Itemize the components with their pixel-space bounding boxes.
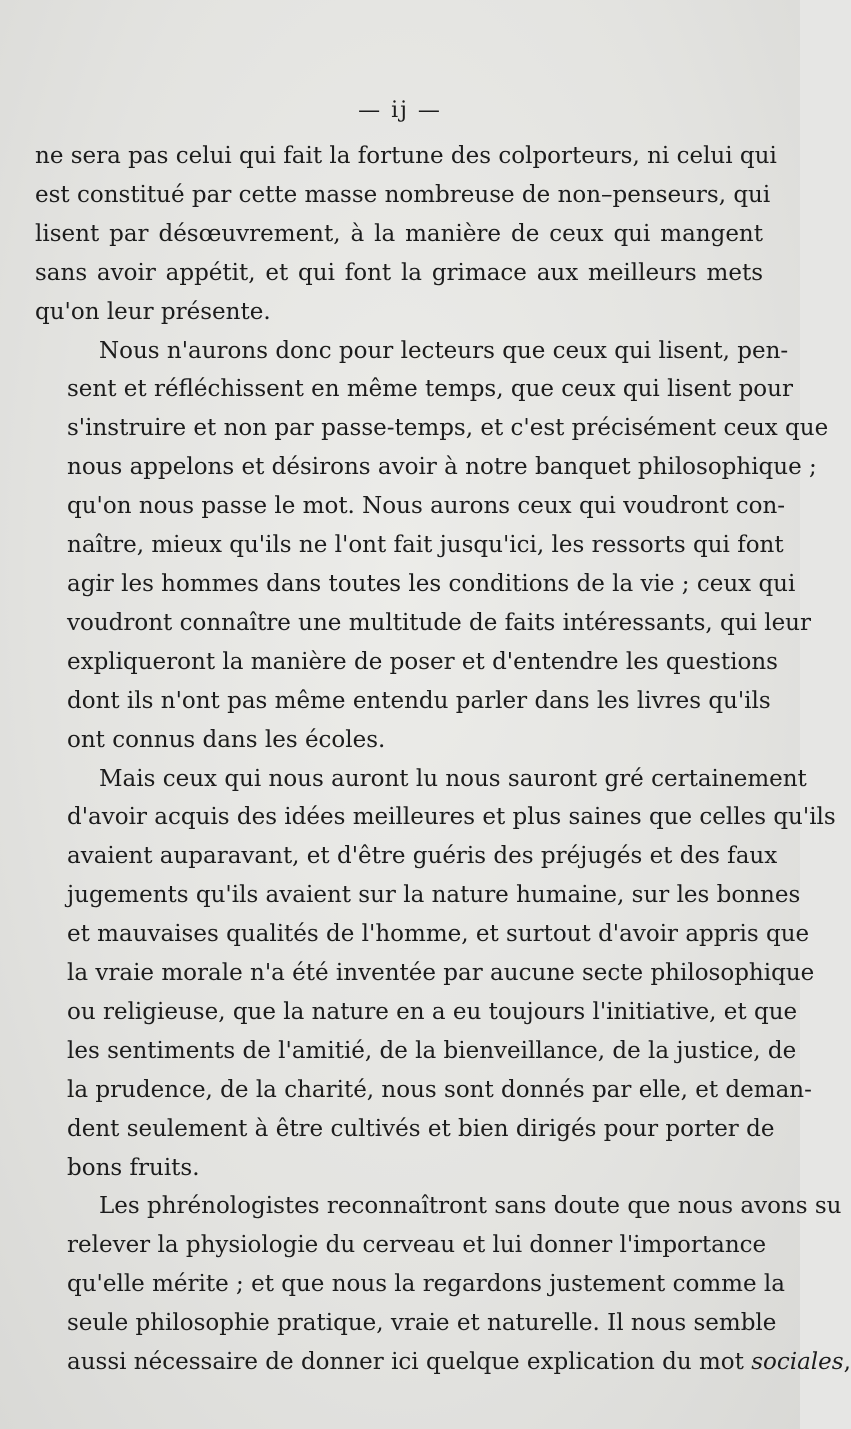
text-line: sent et réfléchissent en même temps, que ceux qui lisent pour xyxy=(67,376,793,403)
text-line: avaient auparavant, et d'être guéris des préjugés et des faux xyxy=(67,843,778,870)
text-line: ne sera pas celui qui fait la fortune des colporteurs, ni celui qui xyxy=(35,143,777,169)
text-line: seule philosophie pratique, vraie et naturelle. Il nous semble xyxy=(67,1310,777,1337)
punctuation: , xyxy=(843,1349,851,1376)
text-line: sans avoir appétit, et qui font la grimace aux meilleurs mets xyxy=(35,259,763,286)
page-number: — ij — xyxy=(358,98,442,123)
text-line: qu'elle mérite ; et que nous la regardons justement comme la xyxy=(67,1271,785,1298)
text-line: Nous n'aurons donc pour lecteurs que ceux qui lisent, pen- xyxy=(99,337,789,364)
text-line: dont ils n'ont pas même entendu parler dans les livres qu'ils xyxy=(67,687,771,714)
text-line: Les phrénologistes reconnaîtront sans doute que nous avons su xyxy=(99,1193,842,1220)
text-line: naître, mieux qu'ils ne l'ont fait jusqu'ici, les ressorts qui font xyxy=(67,532,784,559)
text-line: est constitué par cette masse nombreuse de non–penseurs, qui xyxy=(35,181,771,208)
text-line: jugements qu'ils avaient sur la nature humaine, sur les bonnes xyxy=(67,882,801,909)
text-line: dent seulement à être cultivés et bien dirigés pour porter de xyxy=(67,1115,775,1142)
text-line: bons fruits. xyxy=(67,1154,200,1181)
italic-word: sociales xyxy=(751,1349,844,1376)
text-line: d'avoir acquis des idées meilleures et plus saines que celles qu'ils xyxy=(67,804,836,831)
text-line: qu'on nous passe le mot. Nous aurons ceux qui voudront con- xyxy=(67,493,786,520)
body-text xyxy=(35,137,851,1382)
paragraph-2 xyxy=(35,332,829,760)
text-line: qu'on leur présente. xyxy=(35,298,271,325)
text-line: ont connus dans les écoles. xyxy=(67,726,386,753)
text-line: et mauvaises qualités de l'homme, et surtout d'avoir appris que xyxy=(67,921,810,948)
text-line-last xyxy=(35,1343,851,1382)
text-line: nous appelons et désirons avoir à notre banquet philosophique ; xyxy=(67,454,817,481)
text-line: Mais ceux qui nous auront lu nous sauront gré certainement xyxy=(99,765,807,792)
text-line: s'instruire et non par passe-temps, et c'est précisément ceux que xyxy=(67,415,829,442)
text-line: expliqueront la manière de poser et d'entendre les questions xyxy=(67,648,778,675)
text-line: lisent par désœuvrement, à la manière de ceux qui mangent xyxy=(35,220,763,247)
paragraph-4 xyxy=(35,1187,851,1382)
text-line: la prudence, de la charité, nous sont donnés par elle, et deman- xyxy=(67,1076,812,1103)
text-line: ou religieuse, que la nature en a eu toujours l'initiative, et que xyxy=(67,998,798,1025)
text-line: la vraie morale n'a été inventée par aucune secte philosophique xyxy=(67,960,815,987)
text-line: voudront connaître une multitude de faits intéressants, qui leur xyxy=(67,609,811,636)
paragraph-3 xyxy=(35,760,836,1188)
text-line: agir les hommes dans toutes les conditions de la vie ; ceux qui xyxy=(67,570,796,597)
text-line: relever la physiologie du cerveau et lui donner l'importance xyxy=(67,1232,767,1259)
paragraph-1 xyxy=(35,137,777,332)
text-line: les sentiments de l'amitié, de la bienveillance, de la justice, de xyxy=(67,1037,797,1064)
text-fragment: aussi nécessaire de donner ici quelque explication du mot xyxy=(67,1349,744,1376)
